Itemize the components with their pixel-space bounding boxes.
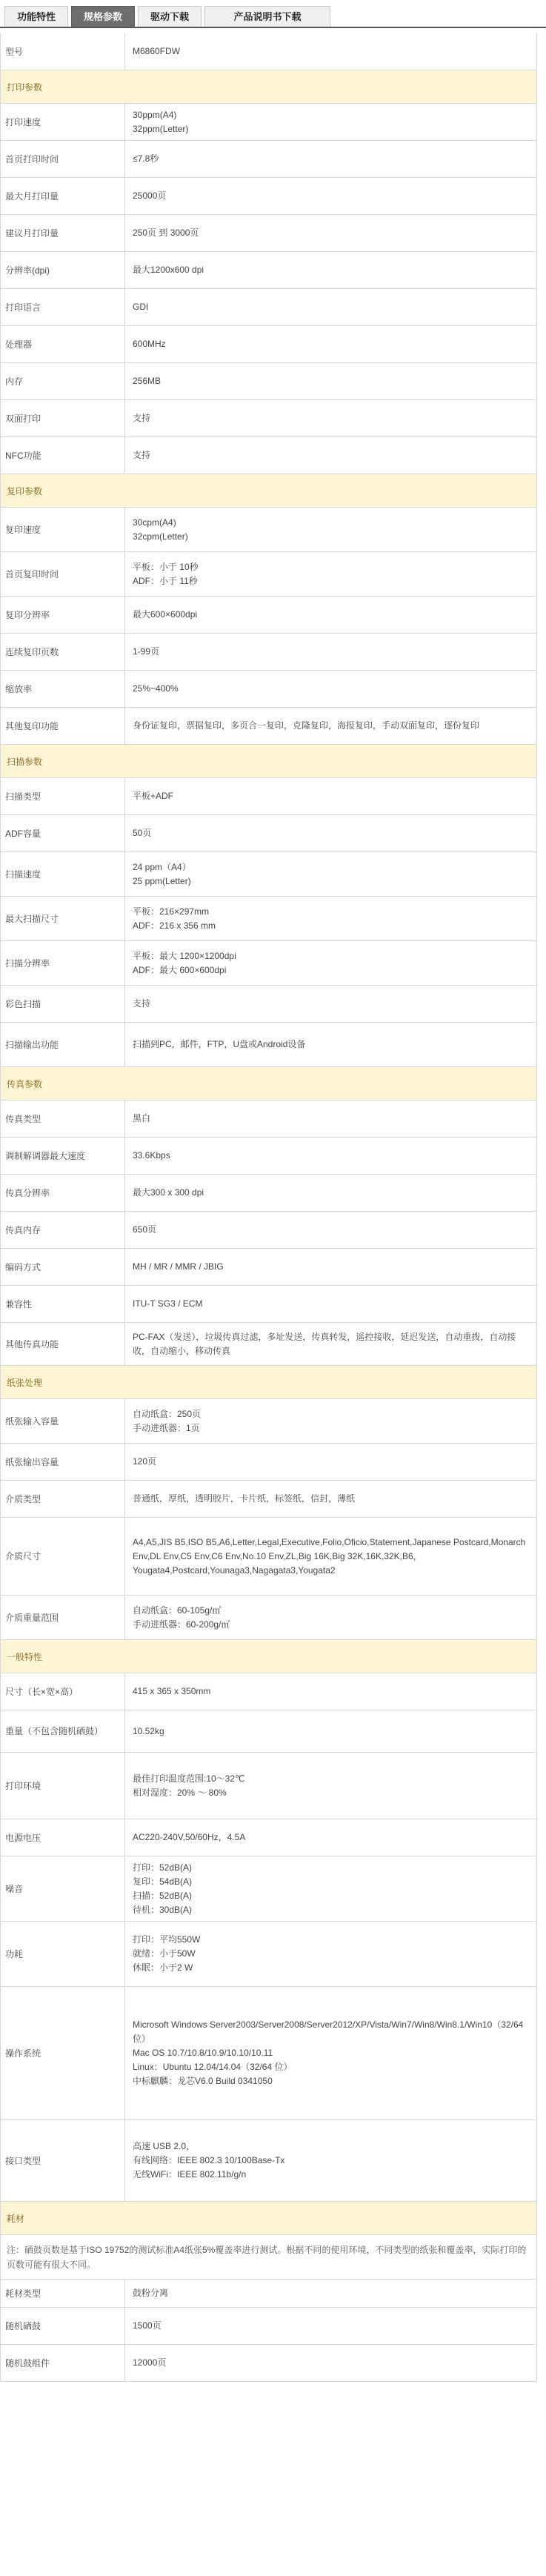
spec-label: NFC功能 (1, 437, 125, 474)
spec-row (0, 1856, 537, 1922)
spec-value-line: 24 ppm（A4） (133, 861, 191, 872)
spec-value (125, 1286, 536, 1322)
spec-value (125, 1710, 536, 1752)
spec-value-line: 鼓粉分离 (133, 2288, 169, 2298)
spec-row (0, 400, 537, 437)
spec-value-line: 支持 (133, 450, 151, 460)
spec-label: 重量（不包含随机硒鼓） (1, 1710, 125, 1752)
spec-value-line: 250页 到 3000页 (133, 228, 199, 238)
spec-label: 电源电压 (1, 1819, 125, 1856)
spec-row (0, 552, 537, 597)
spec-label: 接口类型 (1, 2120, 125, 2201)
spec-value (125, 897, 536, 940)
spec-value-line: Microsoft Windows Server2003/Server2008/Server2012/XP/Vista/Win7/Win8/Win8.1/Win10（32/64 位） (133, 2019, 524, 2044)
spec-value-line: 黑白 (133, 1113, 151, 1123)
spec-row (0, 597, 537, 634)
spec-row (0, 986, 537, 1023)
spec-value-line: 手动进纸器：1页 (133, 1422, 200, 1433)
spec-label: 首页复印时间 (1, 552, 125, 596)
spec-label: 纸张输入容量 (1, 1399, 125, 1443)
spec-value-line: GDI (133, 302, 149, 312)
spec-value-line: 最大300 x 300 dpi (133, 1187, 204, 1198)
spec-label: 最大月打印量 (1, 178, 125, 214)
spec-row (0, 104, 537, 141)
spec-row (0, 33, 537, 70)
spec-value-line: 平板：最大 1200×1200dpi (133, 950, 236, 961)
section-header: 打印参数 (0, 70, 537, 104)
spec-value-line: 1500页 (133, 2320, 162, 2331)
spec-row (0, 1399, 537, 1444)
spec-value-line: 256MB (133, 376, 162, 386)
spec-value (125, 141, 536, 177)
spec-value-line: 600MHz (133, 339, 166, 349)
spec-row (0, 215, 537, 252)
spec-row (0, 1922, 537, 1987)
spec-value-line: 就绪：小于50W (133, 1948, 196, 1959)
spec-label: 双面打印 (1, 400, 125, 436)
spec-label: 介质尺寸 (1, 1518, 125, 1595)
spec-value (125, 1856, 536, 1921)
spec-value-line: 中标麒麟：龙芯V6.0 Build 0341050 (133, 2076, 273, 2086)
spec-value-line: MH / MR / MMR / JBIG (133, 1261, 224, 1272)
spec-row (0, 289, 537, 326)
spec-value (125, 986, 536, 1022)
spec-label: 兼容性 (1, 1286, 125, 1322)
spec-value (125, 1596, 536, 1639)
spec-label: 传真分辨率 (1, 1175, 125, 1211)
spec-value-line: Linux：Ubuntu 12.04/14.04（32/64 位） (133, 2062, 293, 2072)
spec-row (0, 1481, 537, 1518)
spec-label: 扫描分辨率 (1, 941, 125, 985)
spec-value-line: 自动纸盒：60-105g/㎡ (133, 1604, 222, 1616)
spec-value-line: 最佳打印温度范围:10～32℃ (133, 1773, 245, 1784)
spec-value (125, 400, 536, 436)
spec-row (0, 2345, 537, 2382)
spec-row (0, 1518, 537, 1596)
spec-value (125, 437, 536, 474)
spec-value (125, 326, 536, 362)
spec-value-line: 25000页 (133, 190, 167, 201)
spec-row (0, 1444, 537, 1481)
spec-value-line: ADF：小于 11秒 (133, 575, 198, 586)
spec-row (0, 1987, 537, 2120)
spec-value-line: ADF：216 x 356 mm (133, 920, 216, 931)
spec-value (125, 289, 536, 325)
spec-value (125, 178, 536, 214)
spec-value (125, 1212, 536, 1248)
spec-value-line: 打印：52dB(A) (133, 1862, 193, 1873)
section-header: 复印参数 (0, 474, 537, 508)
spec-value (125, 1101, 536, 1137)
tab-specifications[interactable]: 规格参数 (71, 6, 135, 27)
tab-features[interactable]: 功能特性 (4, 6, 68, 27)
spec-value (125, 1987, 536, 2119)
spec-value (125, 941, 536, 985)
spec-label: 打印速度 (1, 104, 125, 140)
spec-value (125, 852, 536, 896)
spec-label: 分辨率(dpi) (1, 252, 125, 288)
spec-row (0, 1753, 537, 1819)
spec-row (0, 815, 537, 852)
spec-value-line: 身份证复印，票据复印，多页合一复印，克隆复印，海报复印，手动双面复印，逐份复印 (133, 720, 480, 731)
spec-label: 打印环境 (1, 1753, 125, 1819)
spec-value (125, 815, 536, 852)
spec-value-line: 休眠：小于2 W (133, 1962, 193, 1973)
spec-row (0, 1286, 537, 1323)
spec-row (0, 708, 537, 745)
spec-value-line: 25%~400% (133, 683, 179, 694)
spec-row (0, 1819, 537, 1856)
spec-value-line: 30ppm(A4) (133, 109, 177, 120)
spec-value (125, 1922, 536, 1986)
spec-label: 编码方式 (1, 1249, 125, 1285)
spec-row (0, 1323, 537, 1366)
spec-value-line: 10.52kg (133, 1725, 164, 1736)
spec-value (125, 104, 536, 140)
spec-label: 纸张输出容量 (1, 1444, 125, 1480)
spec-value-line: ADF：最大 600×600dpi (133, 964, 227, 975)
spec-value (125, 1249, 536, 1285)
spec-row (0, 778, 537, 815)
spec-row (0, 897, 537, 941)
spec-value (125, 597, 536, 633)
spec-row (0, 1710, 537, 1753)
spec-value-line: 打印：平均550W (133, 1934, 201, 1945)
spec-label: 噪音 (1, 1856, 125, 1921)
spec-row (0, 1596, 537, 1640)
spec-value (125, 1399, 536, 1443)
spec-value (125, 1819, 536, 1856)
spec-label: 尺寸（长×宽×高） (1, 1673, 125, 1710)
spec-value-line: 支持 (133, 413, 151, 423)
spec-row (0, 634, 537, 671)
spec-value-line: 最大600×600dpi (133, 609, 198, 620)
spec-label: ADF容量 (1, 815, 125, 852)
spec-value (125, 1444, 536, 1480)
section-header: 耗材 (0, 2202, 537, 2235)
spec-value (125, 252, 536, 288)
tab-bar (0, 0, 546, 28)
spec-value-line: ≤7.8秒 (133, 153, 159, 164)
spec-label: 打印语言 (1, 289, 125, 325)
spec-value (125, 708, 536, 744)
spec-value-line: 手动进纸器：60-200g/㎡ (133, 1619, 230, 1630)
spec-label: 复印速度 (1, 508, 125, 551)
spec-value-line: 扫描到PC，邮件，FTP，U盘或Android设备 (133, 1039, 306, 1049)
spec-value-line: 50页 (133, 828, 152, 838)
spec-label: 随机硒鼓 (1, 2308, 125, 2344)
spec-row (0, 141, 537, 178)
spec-value-line: 扫描：52dB(A) (133, 1890, 193, 1901)
spec-row (0, 178, 537, 215)
spec-value-line: PC-FAX（发送），垃圾传真过滤，多址发送，传真转发，遥控接收，延迟发送，自动重拨，自动接收，自动缩小，移动传真 (133, 1331, 516, 1356)
spec-row (0, 671, 537, 708)
spec-label: 功耗 (1, 1922, 125, 1986)
spec-row (0, 326, 537, 363)
spec-label: 扫描类型 (1, 778, 125, 814)
spec-label: 其他传真功能 (1, 1323, 125, 1365)
spec-value-line: AC220-240V,50/60Hz，4.5A (133, 1832, 246, 1842)
spec-row (0, 2120, 537, 2202)
spec-value-line: 25 ppm(Letter) (133, 875, 191, 886)
spec-label: 建议月打印量 (1, 215, 125, 251)
spec-value-line: 32ppm(Letter) (133, 123, 189, 134)
spec-row (0, 508, 537, 552)
spec-label: 传真内存 (1, 1212, 125, 1248)
spec-label: 介质重量范围 (1, 1596, 125, 1639)
spec-value (125, 1673, 536, 1710)
spec-row (0, 1212, 537, 1249)
spec-label: 耗材类型 (1, 2280, 125, 2307)
spec-table (0, 33, 537, 2572)
spec-label: 调制解调器最大速度 (1, 1138, 125, 1174)
spec-value-line: M6860FDW (133, 46, 181, 56)
spec-value (125, 552, 536, 596)
spec-value (125, 215, 536, 251)
spec-value (125, 1323, 536, 1365)
spec-value-line: 最大1200x600 dpi (133, 265, 204, 275)
spec-label: 随机鼓组件 (1, 2345, 125, 2381)
spec-value-line: 平板+ADF (133, 791, 174, 801)
spec-value (125, 778, 536, 814)
spec-label: 型号 (1, 33, 125, 70)
tab-manual-download[interactable]: 产品说明书下载 (204, 6, 330, 27)
spec-value-line: 无线WiFi：IEEE 802.11b/g/n (133, 2169, 247, 2180)
spec-label: 处理器 (1, 326, 125, 362)
spec-label: 首页打印时间 (1, 141, 125, 177)
spec-row (0, 252, 537, 289)
spec-value-line: 120页 (133, 1456, 157, 1467)
section-header: 扫描参数 (0, 745, 537, 778)
spec-value-line: 32cpm(Letter) (133, 531, 188, 542)
spec-row (0, 2280, 537, 2308)
spec-value (125, 2120, 536, 2201)
spec-label: 扫描输出功能 (1, 1023, 125, 1066)
spec-value-line: 相对湿度：20% ～ 80% (133, 1787, 227, 1798)
spec-value-line: 高速 USB 2.0， (133, 2141, 196, 2151)
spec-value-line: 650页 (133, 1224, 157, 1235)
spec-value-line: 普通纸，厚纸，透明胶片，卡片纸，标签纸，信封，薄纸 (133, 1493, 356, 1504)
spec-value-line: 有线网络：IEEE 802.3 10/100Base-Tx (133, 2155, 285, 2165)
spec-value (125, 33, 536, 70)
spec-row (0, 1138, 537, 1175)
spec-row (0, 852, 537, 897)
spec-value (125, 634, 536, 670)
spec-row (0, 1249, 537, 1286)
spec-row (0, 1673, 537, 1710)
tab-underline (0, 27, 546, 28)
spec-value (125, 1175, 536, 1211)
spec-value-line: 415 x 365 x 350mm (133, 1686, 211, 1696)
spec-value-line: A4,A5,JIS B5,ISO B5,A6,Letter,Legal,Executive,Folio,Oficio,Statement,Japanese Postcard,Monarch Env,DL Env,C5 Env,C6 Env,No.10 Env,ZL,Big 16K,Big 32K,16K,32K,B6，Yougata4,Postcard,Younaga3,Nagagata3,Yougata2 (133, 1536, 526, 1576)
spec-value-line: 1-99页 (133, 646, 160, 657)
spec-row (0, 1175, 537, 1212)
spec-label: 介质类型 (1, 1481, 125, 1517)
spec-label: 操作系统 (1, 1987, 125, 2119)
spec-value-line: 30cpm(A4) (133, 517, 176, 528)
spec-row (0, 1023, 537, 1067)
spec-value (125, 1023, 536, 1066)
spec-label: 复印分辨率 (1, 597, 125, 633)
spec-row (0, 2308, 537, 2345)
spec-value-line: 复印：54dB(A) (133, 1876, 193, 1887)
spec-label: 传真类型 (1, 1101, 125, 1137)
spec-value-line: ITU-T SG3 / ECM (133, 1298, 203, 1309)
spec-value (125, 1753, 536, 1819)
spec-value (125, 363, 536, 399)
spec-value-line: 待机：30dB(A) (133, 1904, 193, 1915)
spec-label: 内存 (1, 363, 125, 399)
spec-value-line: 平板：小于 10秒 (133, 561, 199, 572)
spec-label: 彩色扫描 (1, 986, 125, 1022)
spec-value (125, 1481, 536, 1517)
spec-label: 扫描速度 (1, 852, 125, 896)
spec-value-line: 33.6Kbps (133, 1150, 170, 1161)
spec-row (0, 437, 537, 474)
spec-row (0, 1101, 537, 1138)
section-header: 纸张处理 (0, 1366, 537, 1399)
spec-value (125, 1138, 536, 1174)
spec-value (125, 2308, 536, 2344)
tab-driver-download[interactable]: 驱动下载 (138, 6, 202, 27)
spec-value-line: 支持 (133, 998, 151, 1009)
spec-value (125, 671, 536, 707)
spec-value (125, 2280, 536, 2307)
consumables-note: 注：硒鼓页数是基于ISO 19752的测试标准A4纸张5%覆盖率进行测试。根据不同的使用环境，不同类型的纸张和覆盖率，实际打印的页数可能有很大不同。 (0, 2235, 537, 2280)
spec-row (0, 363, 537, 400)
spec-value-line: 自动纸盒：250页 (133, 1408, 202, 1419)
section-header: 一般特性 (0, 1640, 537, 1673)
spec-value (125, 2345, 536, 2381)
spec-row (0, 941, 537, 986)
spec-value-line: 12000页 (133, 2357, 167, 2368)
spec-label: 缩放率 (1, 671, 125, 707)
section-header: 传真参数 (0, 1067, 537, 1101)
spec-label: 连续复印页数 (1, 634, 125, 670)
spec-label: 其他复印功能 (1, 708, 125, 744)
spec-label: 最大扫描尺寸 (1, 897, 125, 940)
spec-value (125, 1518, 536, 1595)
spec-value-line: Mac OS 10.7/10.8/10.9/10.10/10.11 (133, 2048, 273, 2058)
spec-value (125, 508, 536, 551)
spec-value-line: 平板：216×297mm (133, 906, 210, 917)
